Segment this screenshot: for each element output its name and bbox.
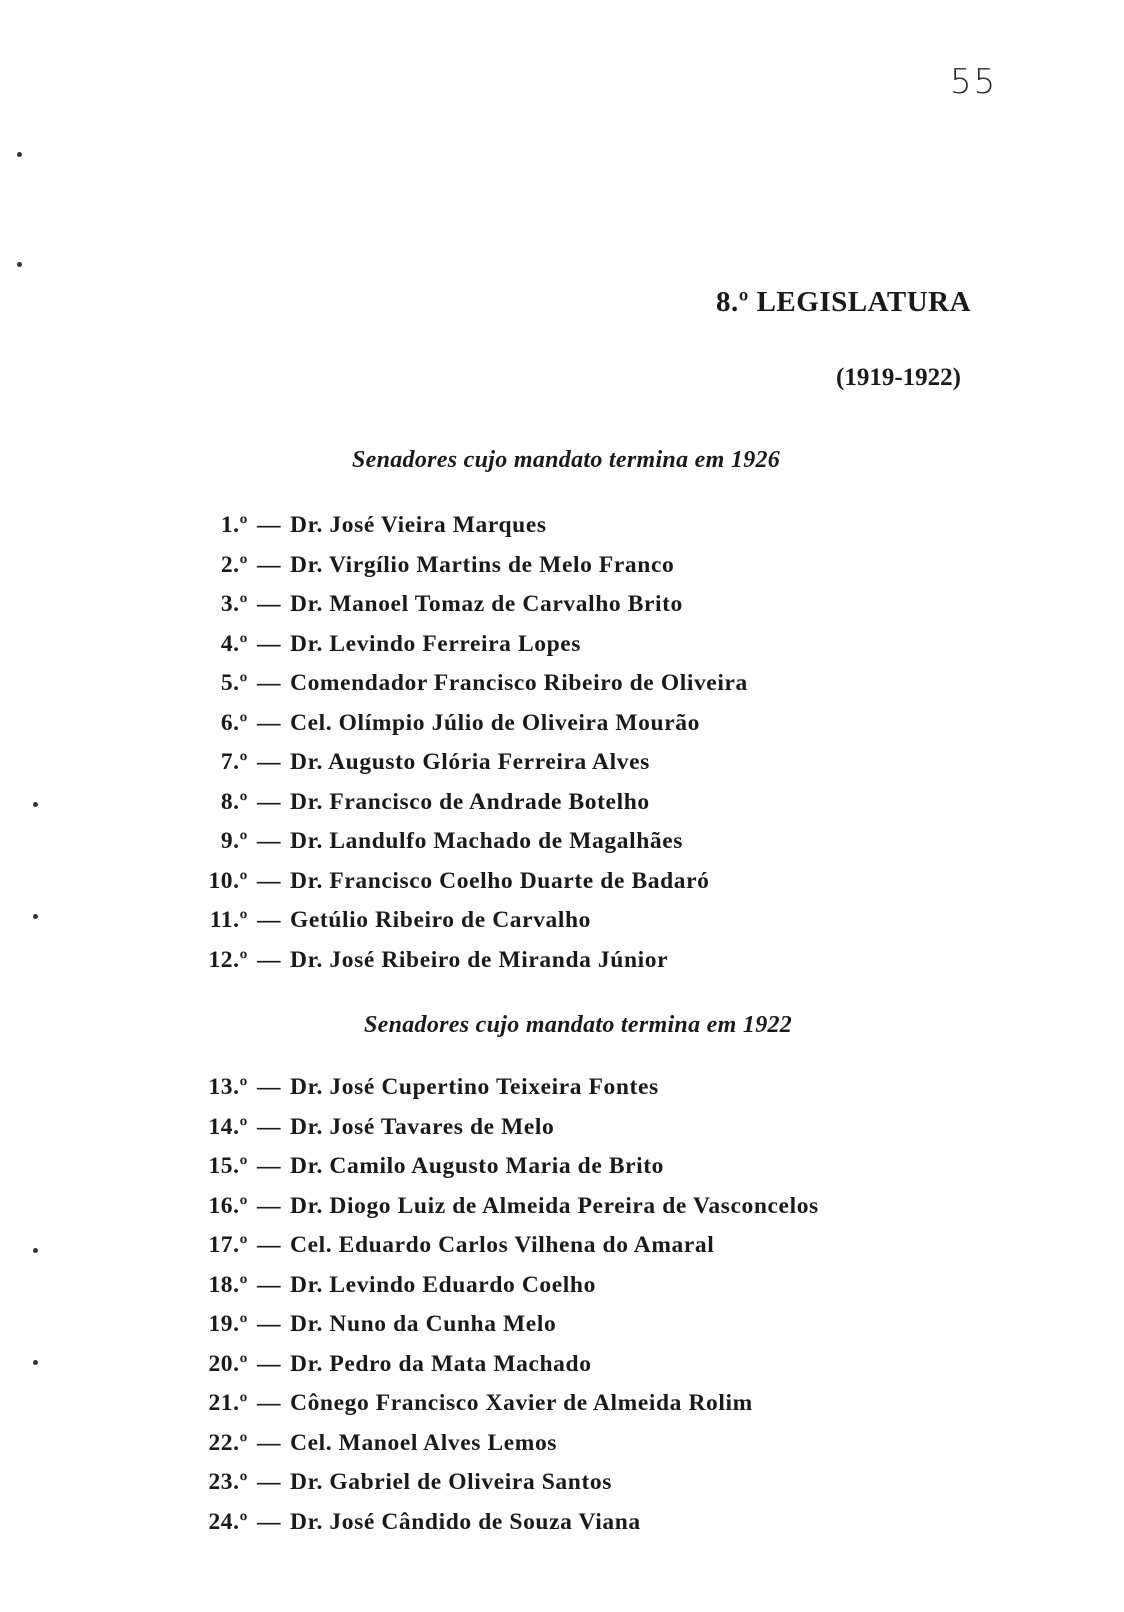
senator-name: Dr. José Ribeiro de Miranda Júnior: [290, 946, 669, 973]
senator-number: 5.º: [220, 670, 248, 696]
senator-name: Cônego Francisco Xavier de Almeida Rolim: [290, 1390, 753, 1416]
senator-number: 10.º: [208, 867, 248, 894]
senator-entry: [196, 1068, 819, 1108]
senator-name: Cel. Olímpio Júlio de Oliveira Mourão: [290, 709, 700, 736]
senator-entry: [196, 506, 748, 546]
senator-entry: [196, 783, 748, 823]
senator-number: 1.º: [220, 512, 248, 538]
separator-dash: —: [256, 1311, 282, 1337]
separator-dash: —: [256, 670, 282, 696]
senator-name: Dr. Gabriel de Oliveira Santos: [290, 1469, 612, 1495]
senator-number: 14.º: [208, 1113, 248, 1140]
senator-number: 20.º: [208, 1350, 248, 1377]
senator-number: 7.º: [220, 749, 248, 775]
senator-name: Dr. Levindo Eduardo Coelho: [290, 1271, 596, 1298]
senator-name: Dr. Diogo Luiz de Almeida Pereira de Vasconcelos: [290, 1192, 819, 1219]
senator-name: Dr. Augusto Glória Ferreira Alves: [290, 749, 650, 775]
scan-speck: [33, 1248, 38, 1253]
senator-entry: [196, 1108, 819, 1148]
senator-entry: [196, 862, 748, 902]
senator-number: 9.º: [220, 828, 248, 854]
scan-speck: [17, 262, 22, 267]
senator-entry: [196, 704, 748, 744]
separator-dash: —: [256, 1153, 282, 1179]
senator-number: 6.º: [220, 709, 248, 736]
senator-entry: [196, 1503, 819, 1543]
senator-number: 21.º: [208, 1390, 248, 1416]
section-heading-1922: Senadores cujo mandato termina em 1922: [364, 1012, 793, 1038]
senator-entry: [196, 625, 748, 665]
legislature-period: (1919-1922): [836, 364, 961, 391]
scan-speck: [17, 152, 22, 157]
senator-name: Dr. Virgílio Martins de Melo Franco: [290, 551, 675, 578]
senator-name: Dr. Levindo Ferreira Lopes: [290, 630, 582, 657]
separator-dash: —: [256, 1113, 282, 1140]
separator-dash: —: [256, 907, 282, 933]
senator-name: Dr. Francisco de Andrade Botelho: [290, 788, 650, 815]
senator-number: 16.º: [208, 1192, 248, 1219]
senator-entry: [196, 1187, 819, 1227]
senator-number: 2.º: [220, 551, 248, 578]
senator-name: Dr. Camilo Augusto Maria de Brito: [290, 1153, 665, 1179]
senator-number: 23.º: [208, 1469, 248, 1495]
page-number: 55: [950, 62, 998, 102]
senator-name: Cel. Eduardo Carlos Vilhena do Amaral: [290, 1232, 715, 1258]
separator-dash: —: [256, 1429, 282, 1456]
senator-number: 22.º: [208, 1429, 248, 1456]
separator-dash: —: [256, 1232, 282, 1258]
separator-dash: —: [256, 591, 282, 617]
separator-dash: —: [256, 1350, 282, 1377]
legislature-title: 8.º LEGISLATURA: [716, 286, 972, 318]
separator-dash: —: [256, 1192, 282, 1219]
senator-name: Dr. Landulfo Machado de Magalhães: [290, 828, 684, 854]
senator-name: Dr. Pedro da Mata Machado: [290, 1350, 592, 1377]
senator-number: 12.º: [208, 946, 248, 973]
senator-list-1922: [196, 1068, 819, 1542]
separator-dash: —: [256, 630, 282, 657]
separator-dash: —: [256, 1271, 282, 1298]
separator-dash: —: [256, 1390, 282, 1416]
senator-name: Dr. José Cândido de Souza Viana: [290, 1508, 641, 1535]
senator-entry: [196, 1305, 819, 1345]
senator-entry: [196, 1147, 819, 1187]
senator-entry: [196, 901, 748, 941]
senator-name: Dr. José Vieira Marques: [290, 512, 547, 538]
senator-number: 4.º: [220, 630, 248, 657]
senator-entry: [196, 585, 748, 625]
senator-entry: [196, 743, 748, 783]
separator-dash: —: [256, 512, 282, 538]
senator-name: Dr. José Tavares de Melo: [290, 1113, 555, 1140]
senator-list-1926: [196, 506, 748, 980]
senator-name: Getúlio Ribeiro de Carvalho: [290, 907, 592, 933]
senator-number: 19.º: [208, 1311, 248, 1337]
senator-name: Dr. Nuno da Cunha Melo: [290, 1311, 557, 1337]
senator-entry: [196, 1424, 819, 1464]
senator-name: Cel. Manoel Alves Lemos: [290, 1429, 558, 1456]
senator-number: 3.º: [220, 591, 248, 617]
senator-number: 13.º: [208, 1074, 248, 1100]
senator-number: 24.º: [208, 1508, 248, 1535]
separator-dash: —: [256, 1508, 282, 1535]
separator-dash: —: [256, 946, 282, 973]
senator-entry: [196, 1266, 819, 1306]
senator-entry: [196, 1384, 819, 1424]
senator-name: Dr. José Cupertino Teixeira Fontes: [290, 1074, 659, 1100]
separator-dash: —: [256, 788, 282, 815]
senator-name: Comendador Francisco Ribeiro de Oliveira: [290, 670, 748, 696]
senator-entry: [196, 1463, 819, 1503]
separator-dash: —: [256, 1074, 282, 1100]
senator-entry: [196, 822, 748, 862]
separator-dash: —: [256, 749, 282, 775]
senator-name: Dr. Francisco Coelho Duarte de Badaró: [290, 867, 710, 894]
separator-dash: —: [256, 551, 282, 578]
scan-speck: [33, 1360, 38, 1365]
separator-dash: —: [256, 828, 282, 854]
senator-entry: [196, 1345, 819, 1385]
senator-entry: [196, 664, 748, 704]
senator-entry: [196, 941, 748, 981]
senator-number: 17.º: [208, 1232, 248, 1258]
senator-number: 18.º: [208, 1271, 248, 1298]
senator-number: 8.º: [220, 788, 248, 815]
senator-number: 11.º: [209, 907, 248, 933]
separator-dash: —: [256, 709, 282, 736]
section-heading-1926: Senadores cujo mandato termina em 1926: [352, 447, 781, 473]
senator-number: 15.º: [208, 1153, 248, 1179]
scan-speck: [33, 914, 38, 919]
separator-dash: —: [256, 867, 282, 894]
scan-speck: [33, 802, 38, 807]
separator-dash: —: [256, 1469, 282, 1495]
senator-entry: [196, 1226, 819, 1266]
senator-name: Dr. Manoel Tomaz de Carvalho Brito: [290, 591, 683, 617]
senator-entry: [196, 546, 748, 586]
